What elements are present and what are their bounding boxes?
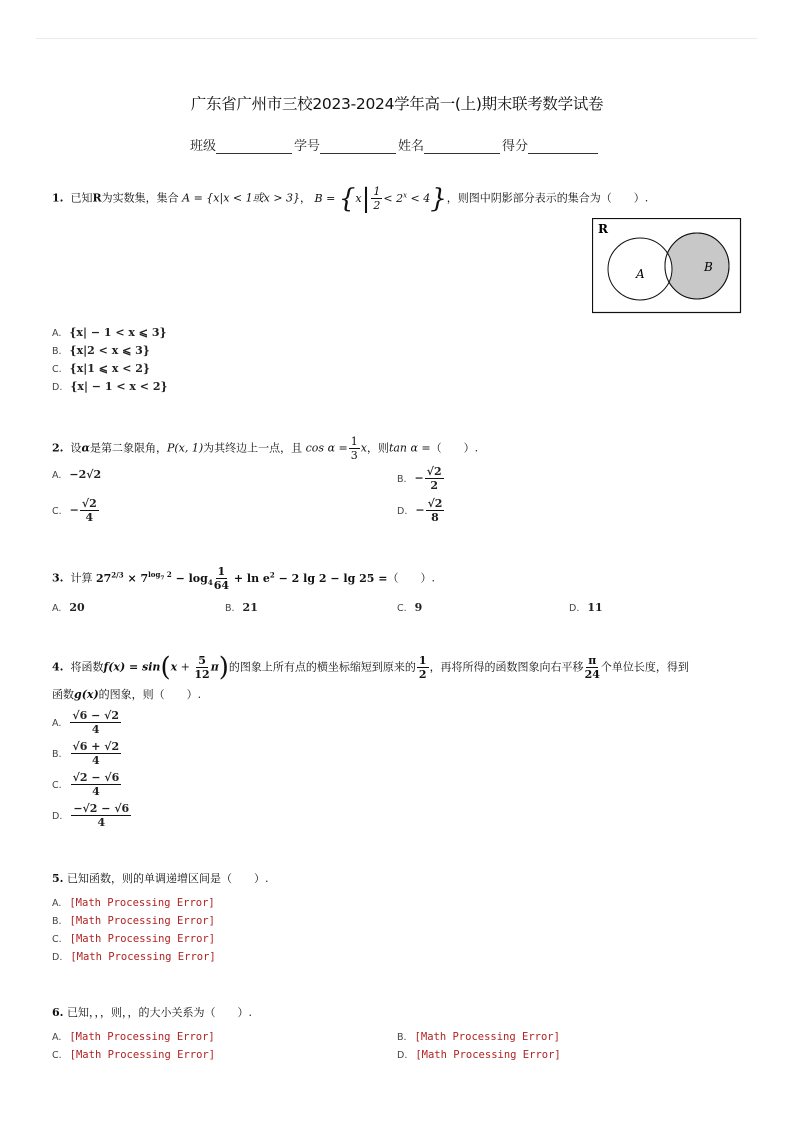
- q4-option-a[interactable]: A. $\frac{√6 - √2}{4}$: [52, 709, 120, 736]
- name-label: 姓名: [398, 139, 425, 154]
- question-number: 1.: [52, 191, 64, 205]
- q1-text-c: ，: [300, 191, 312, 205]
- q2-option-b[interactable]: B. − $\frac{√2}{2}$: [397, 465, 442, 492]
- question-4: 4. 将函数f(x) = sin(x + $\frac{5}{12}$ π)的图象上所有点的横坐标缩短到原来的 $\frac{1}{2}$ ，再将所得的函数图象向右平移 $\frac{\pi}{24}$ 个单位长度，得到: [52, 652, 689, 683]
- q1-text-d: ，则图中阴影部分表示的集合为（ ）.: [446, 191, 649, 205]
- question-6: 6. 已知，，，则，，的大小关系为（ ）.: [52, 1006, 252, 1019]
- student-info-line: [190, 135, 600, 154]
- q3-option-d[interactable]: D. 11: [569, 601, 603, 614]
- q1-set-b: B = {x| $\frac{1}{2}$ < $2^x < 4$}: [314, 183, 447, 214]
- page-title: 广东省广州市三校2023-2024学年高一(上)期末联考数学试卷: [190, 95, 604, 113]
- q6-option-a[interactable]: A. [Math Processing Error]: [52, 1031, 215, 1043]
- q3-option-a[interactable]: A. 20: [52, 601, 85, 614]
- question-4-line2: 函数g(x)的图象，则（ ）.: [52, 688, 202, 701]
- q6-option-d[interactable]: D. [Math Processing Error]: [397, 1049, 561, 1061]
- venn-label-r: R: [598, 222, 608, 236]
- q1-option-b[interactable]: B. {x|2 < x ⩽ 3}: [52, 344, 150, 357]
- question-5: 5. 已知函数，则的单调递增区间是（ ）.: [52, 872, 269, 885]
- q1-text-b: 为实数集，集合: [101, 191, 179, 205]
- q1-option-a[interactable]: A. {x| − 1 < x ⩽ 3}: [52, 326, 167, 339]
- q5-option-d[interactable]: D. [Math Processing Error]: [52, 951, 216, 963]
- q4-option-b[interactable]: B. $\frac{√6 + √2}{4}$: [52, 740, 120, 767]
- q5-option-c[interactable]: C. [Math Processing Error]: [52, 933, 216, 945]
- q2-option-d[interactable]: D. − $\frac{√2}{8}$: [397, 497, 443, 524]
- venn-label-a: A: [636, 267, 645, 281]
- q1-option-c[interactable]: C. {x|1 ⩽ x < 2}: [52, 362, 150, 375]
- class-label: 班级: [190, 139, 217, 154]
- score-blank[interactable]: [528, 141, 598, 154]
- q4-option-c[interactable]: C. $\frac{√2 - √6}{4}$: [52, 771, 120, 798]
- venn-diagram: [592, 218, 742, 314]
- q1-option-d[interactable]: D. {x| − 1 < x < 2}: [52, 380, 168, 393]
- q1-set-r: R: [92, 191, 102, 205]
- top-divider: [36, 38, 758, 39]
- q3-option-b[interactable]: B. 21: [225, 601, 258, 614]
- q5-option-b[interactable]: B. [Math Processing Error]: [52, 915, 215, 927]
- q6-option-c[interactable]: C. [Math Processing Error]: [52, 1049, 216, 1061]
- q1-set-a: A = {x|x < 1或x > 3}: [182, 191, 301, 205]
- id-blank[interactable]: [320, 141, 396, 154]
- q3-option-c[interactable]: C. 9: [397, 601, 423, 614]
- q2-option-c[interactable]: C. − $\frac{√2}{4}$: [52, 497, 97, 524]
- score-label: 得分: [502, 139, 529, 154]
- q1-text-a: 已知: [70, 191, 93, 205]
- id-label: 学号: [294, 139, 321, 154]
- q4-option-d[interactable]: D. $\frac{-√2 - √6}{4}$: [52, 802, 130, 829]
- q2-option-a[interactable]: A. −2√2: [52, 468, 102, 481]
- class-blank[interactable]: [216, 141, 292, 154]
- question-1: [52, 183, 649, 214]
- q6-option-b[interactable]: B. [Math Processing Error]: [397, 1031, 560, 1043]
- question-2: 2. 设α是第二象限角，P(x, 1)为其终边上一点，且 cos α = $\frac{1}{3}$ x，则tan α =（ ）.: [52, 435, 479, 462]
- name-blank[interactable]: [424, 141, 500, 154]
- question-3: 3. 计算 $27^{2/3} \times 7^{log_7 2} - \log_4$ $\frac{1}{64}$ + $\ln e^2 - 2$ lg 2 − lg 25 =（ ）.: [52, 565, 435, 592]
- venn-label-b: B: [704, 260, 713, 274]
- q5-option-a[interactable]: A. [Math Processing Error]: [52, 897, 215, 909]
